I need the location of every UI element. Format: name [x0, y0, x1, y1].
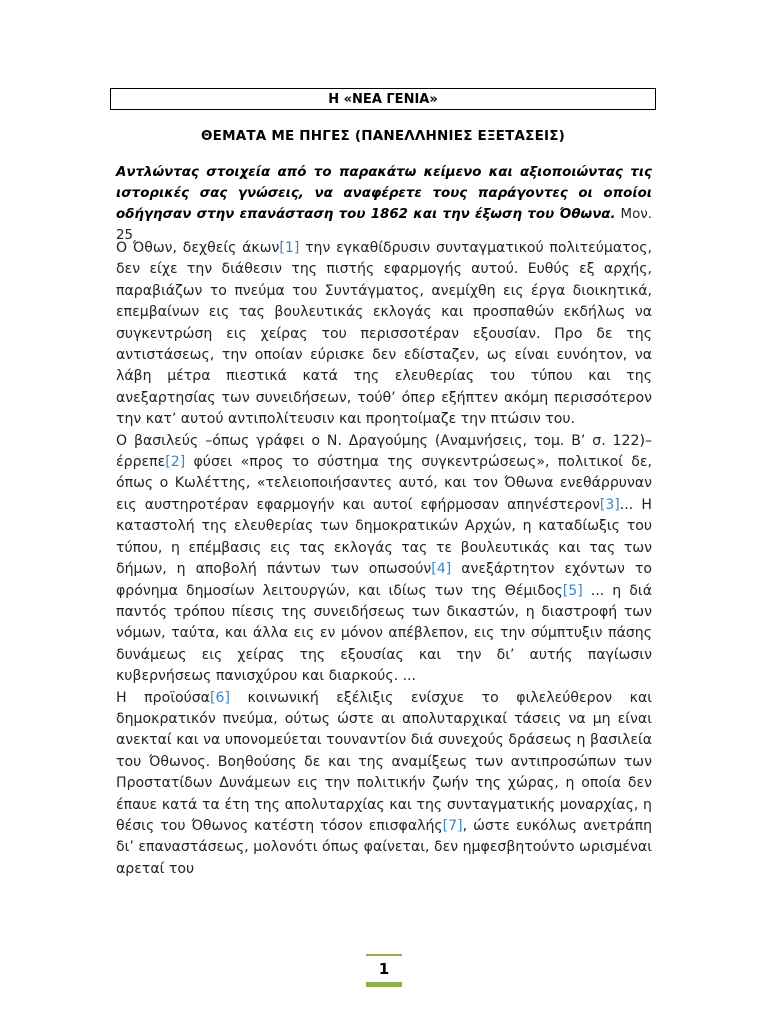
question-marks: Μον. 25 — [116, 207, 652, 243]
footnote-link-7[interactable]: [7] — [442, 817, 463, 834]
text-run: Ο βασιλεύς –όπως γράφει ο Ν. Δραγούμης (Αναμνήσεις, τομ. Β’ σ. 122)– έρρεπε — [116, 432, 652, 471]
paragraph-2 — [116, 431, 652, 688]
source-text — [116, 238, 652, 880]
paragraph-3 — [116, 688, 652, 881]
footnote-link-5[interactable]: [5] — [562, 582, 583, 599]
text-run: , ώστε ευκόλως ανετράπη δι’ επαναστάσεως, μολονότι όπως φαίνεται, δεν ημφεσβητούντο ωρισμέναι αρεταί του — [116, 817, 653, 877]
footnote-link-3[interactable]: [3] — [599, 496, 620, 513]
text-run: Ο Όθων, δεχθείς άκων — [116, 240, 280, 256]
footnote-link-4[interactable]: [4] — [431, 561, 452, 578]
text-run: φύσει «προς το σύστημα της συγκεντρώσεως», πολιτικοί δε, όπως ο Κωλέττης, «τελειοποιήσαντες αυτό, και τον Όθωνα ενεθάρρυναν εις αυστηροτέραν εφαρμογήν και αυτοί εφήρμοσαν απηνέστερον — [116, 454, 652, 513]
footnote-link-1[interactable]: [1] — [279, 240, 300, 256]
page-number-accent-bar — [366, 982, 402, 987]
footnote-link-2[interactable]: [2] — [165, 454, 186, 471]
question-text: Αντλώντας στοιχεία από το παρακάτω κείμενο και αξιοποιώντας τις ιστορικές σας γνώσεις, να αναφέρετε τους παράγοντες οι οποίοι οδήγησαν στην επανάσταση του 1862 και την έξωση του Όθωνα. — [116, 165, 652, 222]
text-run: Η προϊούσα — [116, 689, 210, 706]
section-subtitle: ΘΕΜΑΤΑ ΜΕ ΠΗΓΕΣ (ΠΑΝΕΛΛΗΝΙΕΣ ΕΞΕΤΑΣΕΙΣ) — [200, 128, 566, 144]
text-run: την εγκαθίδρυσιν συνταγματικού πολιτεύματος, δεν είχε την διάθεσιν της πιστής εφαρμογής αυτού. Ευθύς εξ αρχής, παραβιάζων το πνεύμα του Συντάγματος, ανεμίχθη εις έργα διοικητικά, επεμβαίνων εις τας βουλευτικάς εκλογάς και προσπαθών εκδήλως να συγκεντρώση εις χείρας του περισσοτέραν εξουσίαν. Προ δε της αντιστάσεως, την οποίαν εύρισκε δεν εδίσταζεν, ως είναι ευνόητον, να λάβη μέτρα πιεστικά κατά της ελευθερίας του τύπου και της ανεξαρτησίας των συνειδήσεων, τούθ’ όπερ εξήπτεν ακόμη περισσότερον την κατ’ αυτού αντιπολίτευσιν και προητοίμαζε την πτώσιν του. — [116, 240, 652, 428]
page-title: Η «ΝΕΑ ΓΕΝΙΑ» — [110, 88, 656, 110]
page-number: 1 — [378, 960, 390, 978]
text-run: ... Η καταστολή της ελευθερίας των δημοκρατικών Αρχών, η καταδίωξις του τύπου, η επέμβασις εις τας εκλογάς τας τε βουλευτικάς και τας των δήμων, η αποβολή πάντων των οπωσούν — [116, 496, 652, 578]
text-run: ... η διά παντός τρόπου πίεσις της συνειδήσεως των δικαστών, η διαστροφή των νόμων, ταύτα, και άλλα εις εν μόνον απέβλεπον, εις την σύμπτυξιν πάσης δυνάμεως εις χείρας της εξουσίας και την δι’ αυτής παγίωσιν κυβερνήσεως πανισχύρου και διαρκούς. ... — [116, 582, 652, 685]
footnote-link-6[interactable]: [6] — [209, 689, 230, 706]
paragraph-1 — [116, 238, 652, 431]
exam-question — [116, 162, 652, 246]
text-run: ανεξάρτητον εχόντων το φρόνημα δημοσίων λειτουργών, και ιδίως των της Θέμιδος — [116, 561, 652, 599]
page-number-rule — [366, 954, 402, 956]
text-run: κοινωνική εξέλιξις ενίσχυε το φιλελεύθερον και δημοκρατικόν πνεύμα, ούτως ώστε αι απολυταρχικαί τάσεις να μη είναι ανεκταί και να υπονομεύεται τουναντίον διά συνεχούς δράσεως η βασιλεία του Όθωνος. Βοηθούσης δε και της αναμίξεως των αντιπροσώπων των Προστατίδων Δυνάμεων εις την πολιτικήν ζωήν της χώρας, η οποία δεν έπαυε κατά τα έτη της απολυταρχίας και της συνταγματικής μοναρχίας, η θέσις του Όθωνος κατέστη τόσον επισφαλής — [116, 689, 653, 834]
